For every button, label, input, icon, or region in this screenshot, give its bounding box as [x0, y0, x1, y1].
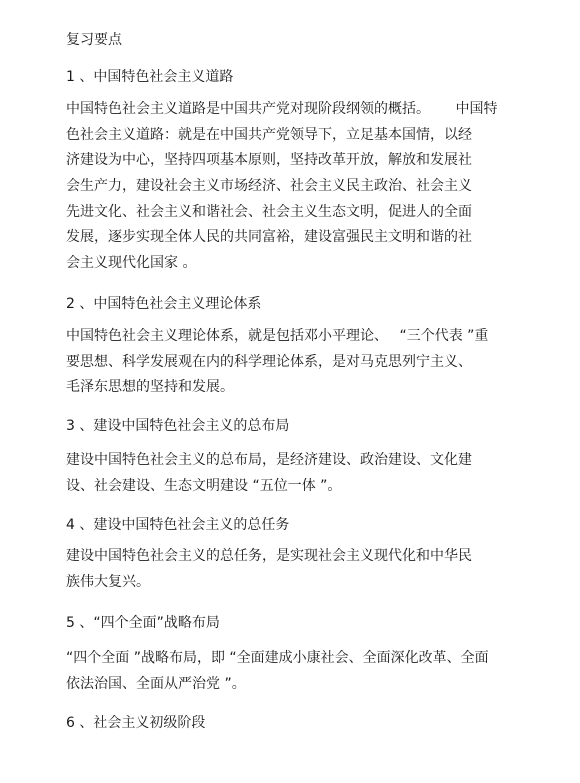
section-1-line-6: 发展，逐步实现全体人民的共同富裕，建设富强民主文明和谐的社 — [66, 229, 472, 246]
section-2-heading: 2 、中国特色社会主义理论体系 — [66, 296, 262, 312]
section-3-paragraph — [66, 448, 472, 499]
section-4-line-1: 建设中国特色社会主义的总任务，是实现社会主义现代化和中华民 — [66, 548, 472, 564]
section-1-line-5: 先进文化、社会主义和谐社会、社会主义生态文明，促进人的全面 — [66, 203, 472, 220]
section-5-line-1: “四个全面 ”战略布局，即 “全面建成小康社会、全面深化改革、全面 — [66, 650, 489, 666]
document-title: 复习要点 — [66, 32, 122, 48]
section-3-line-2: 设、社会建设、生态文明建设 “五位一体 ”。 — [66, 477, 342, 494]
section-2-line-2: 要思想、科学发展观在内的科学理论体系，是对马克思列宁主义、 — [66, 353, 472, 370]
section-1-line-1: 中国特色社会主义道路是中国共产党对现阶段纲领的概括。 中国特 — [66, 101, 498, 117]
section-3-line-1: 建设中国特色社会主义的总布局，是经济建设、政治建设、文化建 — [66, 452, 472, 468]
section-1-line-4: 会生产力，建设社会主义市场经济、社会主义民主政治、社会主义 — [66, 178, 472, 195]
section-2-paragraph — [66, 324, 488, 401]
section-4-line-2: 族伟大复兴。 — [66, 573, 150, 590]
section-5-heading: 5 、“四个全面”战略布局 — [66, 615, 220, 631]
section-1-paragraph — [66, 97, 497, 277]
section-4-paragraph — [66, 544, 472, 595]
section-1-line-3: 济建设为中心，坚持四项基本原则，坚持改革开放，解放和发展社 — [66, 152, 472, 169]
section-1-heading: 1 、中国特色社会主义道路 — [66, 69, 234, 85]
section-5-paragraph — [66, 646, 489, 697]
section-2-line-1: 中国特色社会主义理论体系，就是包括邓小平理论、 “三个代表 ”重 — [66, 328, 489, 344]
section-2-line-3: 毛泽东思想的坚持和发展。 — [66, 379, 234, 396]
section-5-line-2: 依法治国、全面从严治党 ”。 — [66, 675, 246, 692]
section-1-line-2: 色社会主义道路：就是在中国共产党领导下，立足基本国情，以经 — [66, 126, 472, 143]
section-3-heading: 3 、建设中国特色社会主义的总布局 — [66, 418, 290, 434]
section-4-heading: 4 、建设中国特色社会主义的总任务 — [66, 517, 290, 533]
section-6-heading: 6 、社会主义初级阶段 — [66, 715, 206, 731]
section-1-line-7: 会主义现代化国家 。 — [66, 255, 197, 272]
